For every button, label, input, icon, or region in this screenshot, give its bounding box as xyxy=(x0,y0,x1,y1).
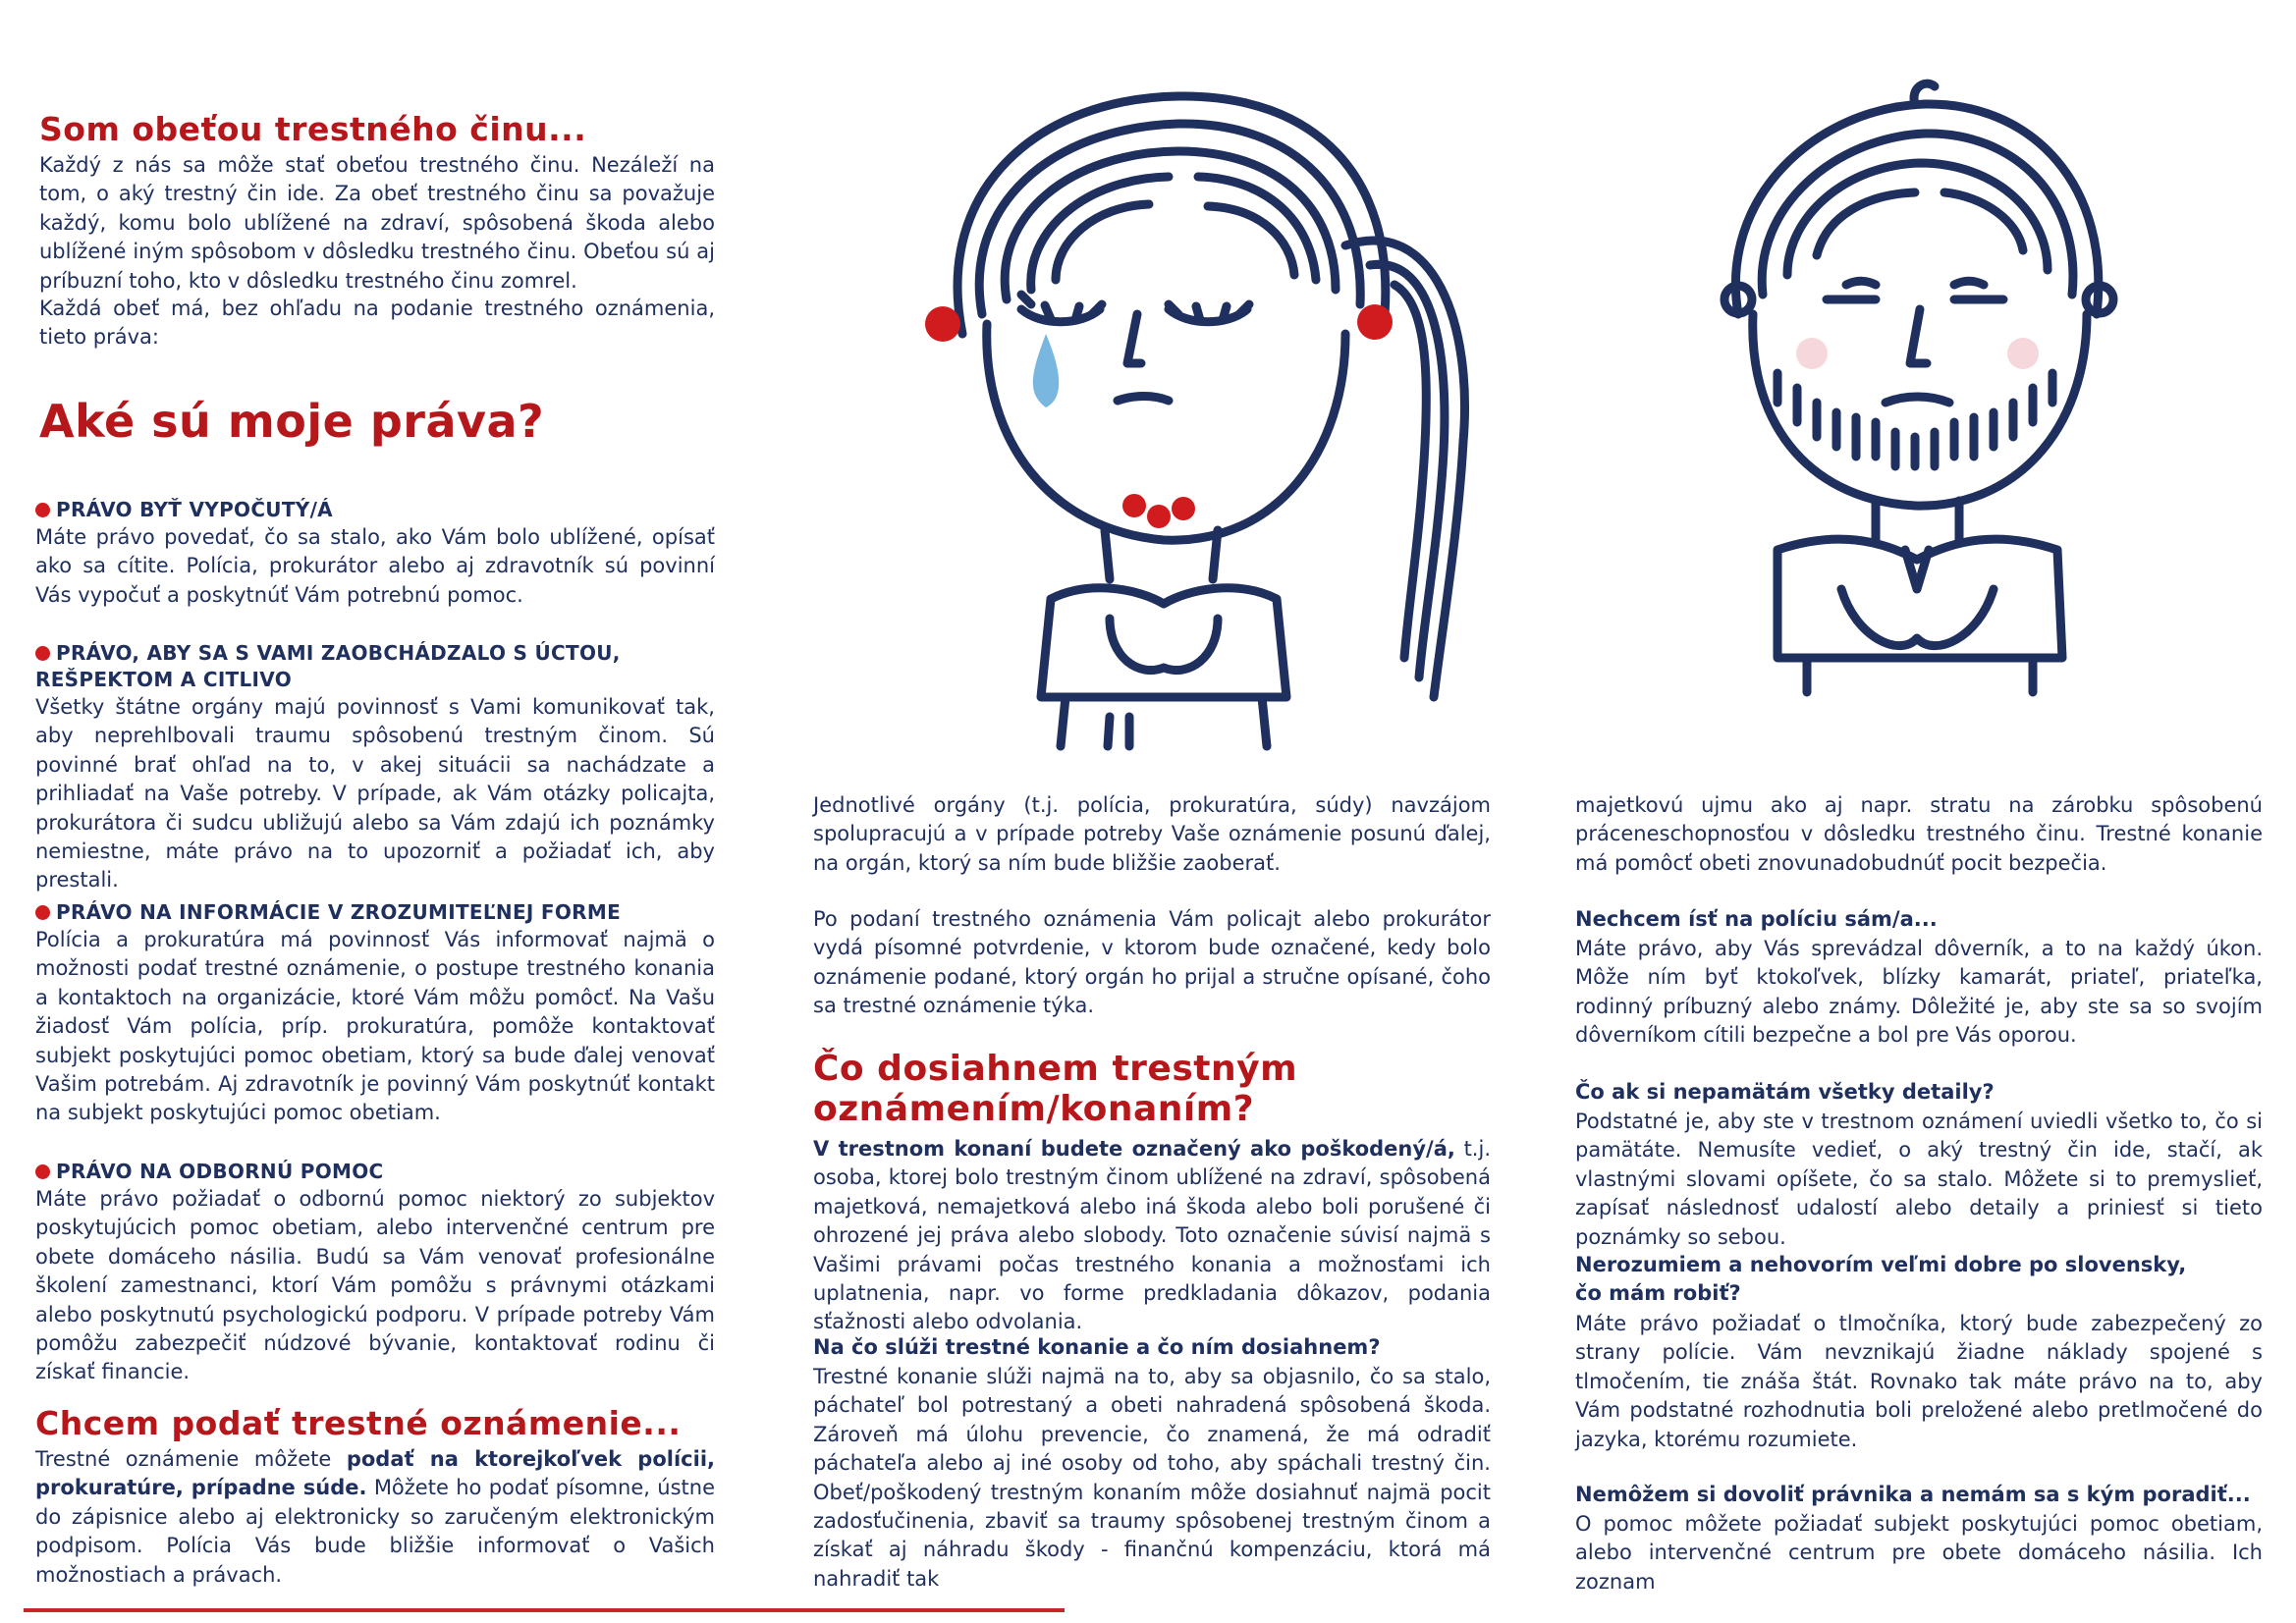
heading-rights: Aké sú moje práva? xyxy=(39,395,545,448)
bottom-rule xyxy=(24,1608,1065,1612)
heading-achieve: Čo dosiahnem trestným oznámením/konaním? xyxy=(813,1049,1298,1129)
right-title: PRÁVO, ABY SA S VAMI ZAOBCHÁDZALO S ÚCTOU, xyxy=(35,640,715,667)
paragraph-victim-rights: Každá obeť má, bez ohľadu na podanie trestného oznámenia, tieto práva: xyxy=(39,297,715,350)
heading-victim: Som obeťou trestného činu... xyxy=(39,110,587,148)
question-lawyer: Nemôžem si dovoliť právnika a nemám sa s kým poradiť... xyxy=(1575,1483,2251,1506)
crying-woman-illustration xyxy=(884,69,1512,776)
right-title: PRÁVO NA ODBORNÚ POMOC xyxy=(35,1159,715,1185)
right-text: Všetky štátne orgány majú povinnosť s Vami komunikovať tak, aby neprehlbovali traumu spôsobenú trestným činom. Sú povinné brať ohľad na to, v akej situácii sa nachádzate a prihliadať na Vaše potreby. V prípade, ak Vám otázky policajta, prokurátora či sudcu ubližujú alebo sa Vám zdajú ich poznámky nemiestne, máte právo na to upozorniť a požiadať ich, aby prestali. xyxy=(35,695,715,893)
paragraph-cooperation: Jednotlivé orgány (t.j. polícia, prokuratúra, súdy) navzájom spolupracujú a v prípade potreby Vaše oznámenie posunú ďalej, na orgán, ktorý sa ním bude bližšie zaoberať. xyxy=(813,793,1491,875)
right-title: PRÁVO BYŤ VYPOČUTÝ/Á xyxy=(35,497,715,523)
paragraph-victim: Každý z nás sa môže stať obeťou trestného činu. Nezáleží na tom, o aký trestný čin ide. Za obeť trestného činu sa považuje každý, komu bolo ublížené na zdraví, spôsobená škoda alebo ublížené iným spôsobom v dôsledku trestného činu. Obeťou sú aj príbuzní toho, kto v dôsledku trestného činu zomrel. xyxy=(39,153,715,293)
bullet-dot-icon xyxy=(35,646,50,661)
right-title: PRÁVO NA INFORMÁCIE V ZROZUMITEĽNEJ FORME xyxy=(35,899,715,926)
bullet-dot-icon xyxy=(35,503,50,517)
answer-companion: Máte právo, aby Vás sprevádzal dôverník, a to na každý úkon. Môže ním byť ktokoľvek, blízky kamarát, priateľ, priateľka, rodinný príbuzný alebo známy. Dôležité je, aby ste sa so svojím dôverníkom cítili bezpečne a bol pre Vás oporou. xyxy=(1575,937,2263,1048)
right-item xyxy=(35,899,715,1128)
right-title-line2: REŠPEKTOM A CITLIVO xyxy=(35,668,293,691)
right-text: Polícia a prokuratúra má povinnosť Vás informovať najmä o možnosti podať trestné oznámenie, o postupe trestného konania a kontaktoch na organizácie, ktoré Vám môžu pomôcť. Na Vašu žiadosť Vám polícia, príp. prokuratúra, pomôže kontaktovať subjekt poskytujúci pomoc obetiam, ktorý sa bude ďalej venovať Vašim potrebám. Aj zdravotník je povinný Vám poskytnúť kontakt na subjekt poskytujúci pomoc obetiam. xyxy=(35,928,715,1125)
right-text: Máte právo povedať, čo sa stalo, ako Vám bolo ublížené, opísať ako sa cítite. Polícia, prokurátor alebo aj zdravotník sú povinní Vás vypočuť a poskytnúť Vám potrebnú pomoc. xyxy=(35,525,715,607)
paragraph-confirmation: Po podaní trestného oznámenia Vám policajt alebo prokurátor vydá písomné potvrdenie, v ktorom bude označené, kedy bolo oznámenie podané, ktorý orgán ho prijal a stručne opísané, čoho sa trestné oznámenie týka. xyxy=(813,907,1491,1018)
paragraph-property-damage: majetkovú ujmu ako aj napr. stratu na zárobku spôsobenú práceneschopnosťou v dôsledku trestného činu. Trestné konanie má pomôcť obeti znovunadobudnúť pocit bezpečia. xyxy=(1575,793,2263,875)
heading-report: Chcem podať trestné oznámenie... xyxy=(35,1404,682,1442)
bearded-man-illustration xyxy=(1709,79,2131,727)
right-item xyxy=(35,640,715,895)
question-language: Nerozumiem a nehovorím veľmi dobre po slovensky, čo mám robiť? xyxy=(1575,1253,2187,1305)
bullet-dot-icon xyxy=(35,1164,50,1179)
right-item xyxy=(35,1159,715,1387)
question-details: Čo ak si nepamätám všetky detaily? xyxy=(1575,1080,1995,1104)
paragraph-injured-party: V trestnom konaní budete označený ako poškodený/á, t.j. osoba, ktorej bolo trestným činom ublížené na zdraví, spôsobená majetková, nemajetková alebo iná škoda alebo boli porušené či ohrozené jej práva alebo slobody. Toto označenie súvisí najmä s Vašimi právami počas trestného konania a možnosťami ich uplatnenia, napr. vo forme predkladania dôkazov, podania sťažnosti alebo odvolania. xyxy=(813,1137,1491,1334)
answer-language: Máte právo požiadať o tlmočníka, ktorý bude zabezpečený zo strany polície. Vám nevznikajú žiadne náklady spojené s tlmočením, tie znáša štát. Rovnako tak máte právo na to, aby Vám podstatné rozhodnutia boli preložené alebo pretlmočené do jazyka, ktorému rozumiete. xyxy=(1575,1312,2263,1451)
paragraph-purpose: Trestné konanie slúži najmä na to, aby sa objasnilo, čo sa stalo, páchateľ bol potrestaný a obeti nahradená spôsobená škoda. Zároveň má úlohu prevencie, čo znamená, že má odradiť páchateľa alebo aj iné osoby od toho, aby spáchali trestný čin. Obeť/poškodený trestným konaním môže dosiahnuť najmä pocit zadosťučinenia, zbaviť sa traumy spôsobenej trestným činom a získať aj náhradu škody - finančnú kompenzáciu, ktorá má nahradiť tak xyxy=(813,1365,1491,1591)
question-purpose: Na čo slúži trestné konanie a čo ním dosiahnem? xyxy=(813,1335,1381,1359)
answer-lawyer: O pomoc môžete požiadať subjekt poskytujúci pomoc obetiam, alebo intervenčné centrum pre obete domáceho násilia. Ich zoznam xyxy=(1575,1512,2263,1594)
paragraph-report: Trestné oznámenie môžete podať na ktorejkoľvek polícii, prokuratúre, prípadne súde. Môžete ho podať písomne, ústne do zápisnice alebo aj elektronicky so zaručeným elektronickým podpisom. Polícia Vás bude bližšie informovať o Vašich možnostiach a právach. xyxy=(35,1447,715,1587)
right-text: Máte právo požiadať o odbornú pomoc niektorý zo subjektov poskytujúcich pomoc obetiam, alebo intervenčné centrum pre obete domáceho násilia. Budú sa Vám venovať profesionálne školení zamestnanci, ktorí Vám pomôžu s právnymi otázkami alebo poskytnutú psychologickú podporu. V prípade potreby Vám pomôžu zabezpečiť núdzové bývanie, kontaktovať rodinu či získať financie. xyxy=(35,1187,715,1384)
question-companion: Nechcem ísť na políciu sám/a... xyxy=(1575,907,1938,931)
right-item xyxy=(35,497,715,610)
bullet-dot-icon xyxy=(35,905,50,920)
answer-details: Podstatné je, aby ste v trestnom oznámení uviedli všetko to, čo si pamätáte. Nemusíte vedieť, o aký trestný čin ide, stačí, ak vlastnými slovami opíšete, čo sa stalo. Môžete si to premyslieť, zapísať následnosť udalostí alebo detaily a priniesť si tieto poznámky so sebou. xyxy=(1575,1109,2263,1249)
